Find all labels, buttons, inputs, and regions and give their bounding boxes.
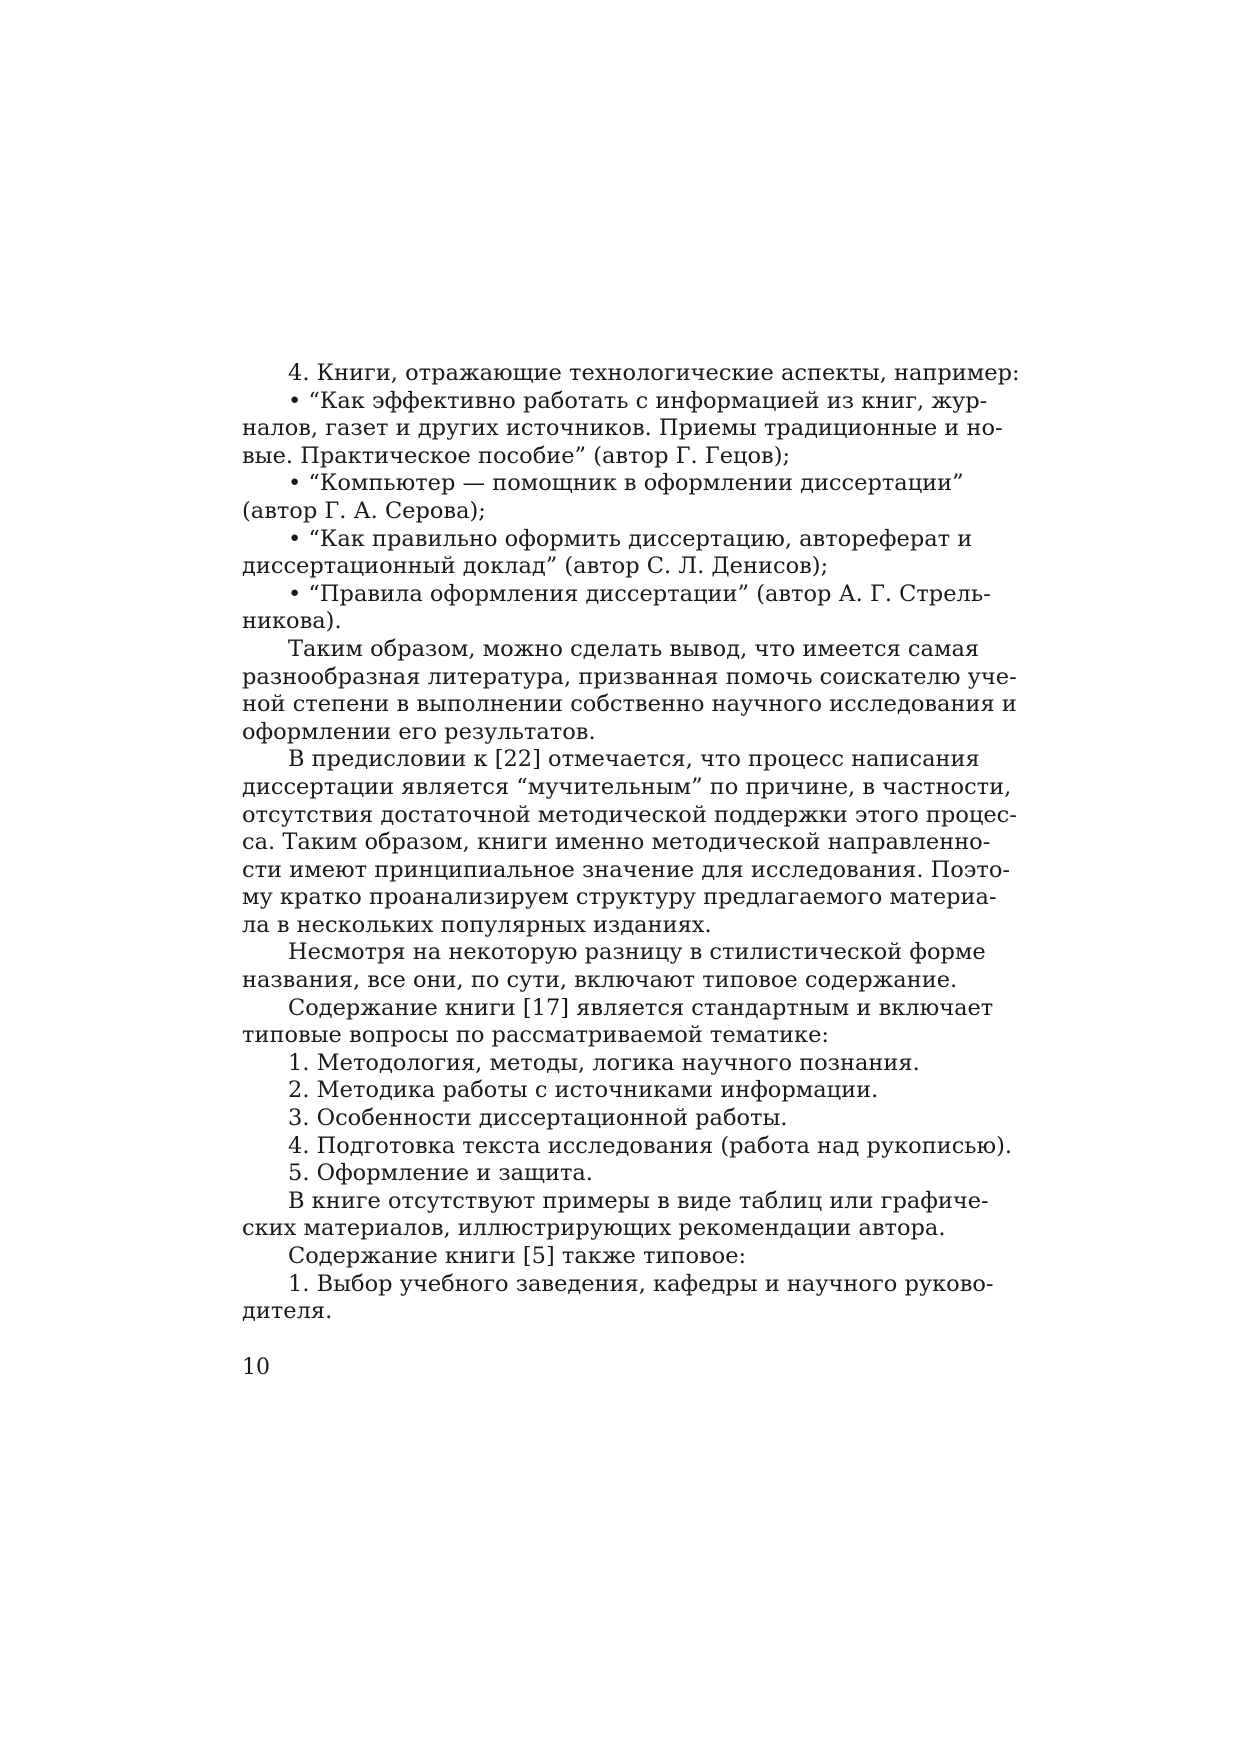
text-line: • “Как правильно оформить диссертацию, автореферат и xyxy=(288,525,973,552)
text-line: ских материалов, иллюстрирующих рекомендации автора. xyxy=(242,1215,946,1242)
text-line: 1. Методология, методы, логика научного познания. xyxy=(288,1049,920,1076)
page-number: 10 xyxy=(242,1355,270,1380)
text-line: отсутствия достаточной методической поддержки этого процес- xyxy=(242,801,1017,828)
text-line: • “Правила оформления диссертации” (автор А. Г. Стрель- xyxy=(288,580,991,607)
text-line: ла в нескольких популярных изданиях. xyxy=(242,911,712,938)
text-line: 5. Оформление и защита. xyxy=(288,1160,593,1187)
text-line: типовые вопросы по рассматриваемой тематике: xyxy=(242,1022,829,1049)
body-text xyxy=(242,360,1020,1326)
text-line: сти имеют принципиальное значение для исследования. Поэто- xyxy=(242,856,1010,883)
text-line: (автор Г. А. Серова); xyxy=(242,497,486,524)
text-line: 2. Методика работы с источниками информации. xyxy=(288,1077,879,1104)
text-line: вые. Практическое пособие” (автор Г. Гецов); xyxy=(242,442,791,469)
text-line: В предисловии к [22] отмечается, что процесс написания xyxy=(288,746,980,773)
text-line: диссертации является “мучительным” по причине, в частности, xyxy=(242,773,1012,800)
text-line: никова). xyxy=(242,608,342,635)
text-line: разнообразная литература, призванная помочь соискателю уче- xyxy=(242,663,1017,690)
text-line: 3. Особенности диссертационной работы. xyxy=(288,1105,788,1132)
text-line: Содержание книги [17] является стандартным и включает xyxy=(288,994,994,1021)
text-line: • “Как эффективно работать с информацией из книг, жур- xyxy=(288,387,988,414)
text-line: дителя. xyxy=(242,1298,333,1325)
text-line: са. Таким образом, книги именно методической направленно- xyxy=(242,829,991,856)
text-line: оформлении его результатов. xyxy=(242,718,596,745)
text-line: названия, все они, по сути, включают типовое содержание. xyxy=(242,967,958,994)
text-line: 4. Подготовка текста исследования (работа над рукописью). xyxy=(288,1132,1013,1159)
text-line: му кратко проанализируем структуру предлагаемого материа- xyxy=(242,884,997,911)
text-line: Несмотря на некоторую разницу в стилистической форме xyxy=(288,939,986,966)
text-line: Содержание книги [5] также типовое: xyxy=(288,1243,747,1269)
text-line: диссертационный доклад” (автор С. Л. Денисов); xyxy=(242,553,829,580)
text-line: Таким образом, можно сделать вывод, что имеется самая xyxy=(288,635,980,662)
text-line: В книге отсутствуют примеры в виде таблиц или графиче- xyxy=(288,1187,989,1214)
text-line: налов, газет и других источников. Приемы традиционные и но- xyxy=(242,415,1003,442)
text-line: ной степени в выполнении собственно научного исследования и xyxy=(242,691,1017,718)
text-line: 4. Книги, отражающие технологические аспекты, например: xyxy=(288,360,1020,386)
text-line: • “Компьютер — помощник в оформлении диссертации” xyxy=(288,470,964,497)
text-line: 1. Выбор учебного заведения, кафедры и научного руково- xyxy=(288,1270,994,1297)
